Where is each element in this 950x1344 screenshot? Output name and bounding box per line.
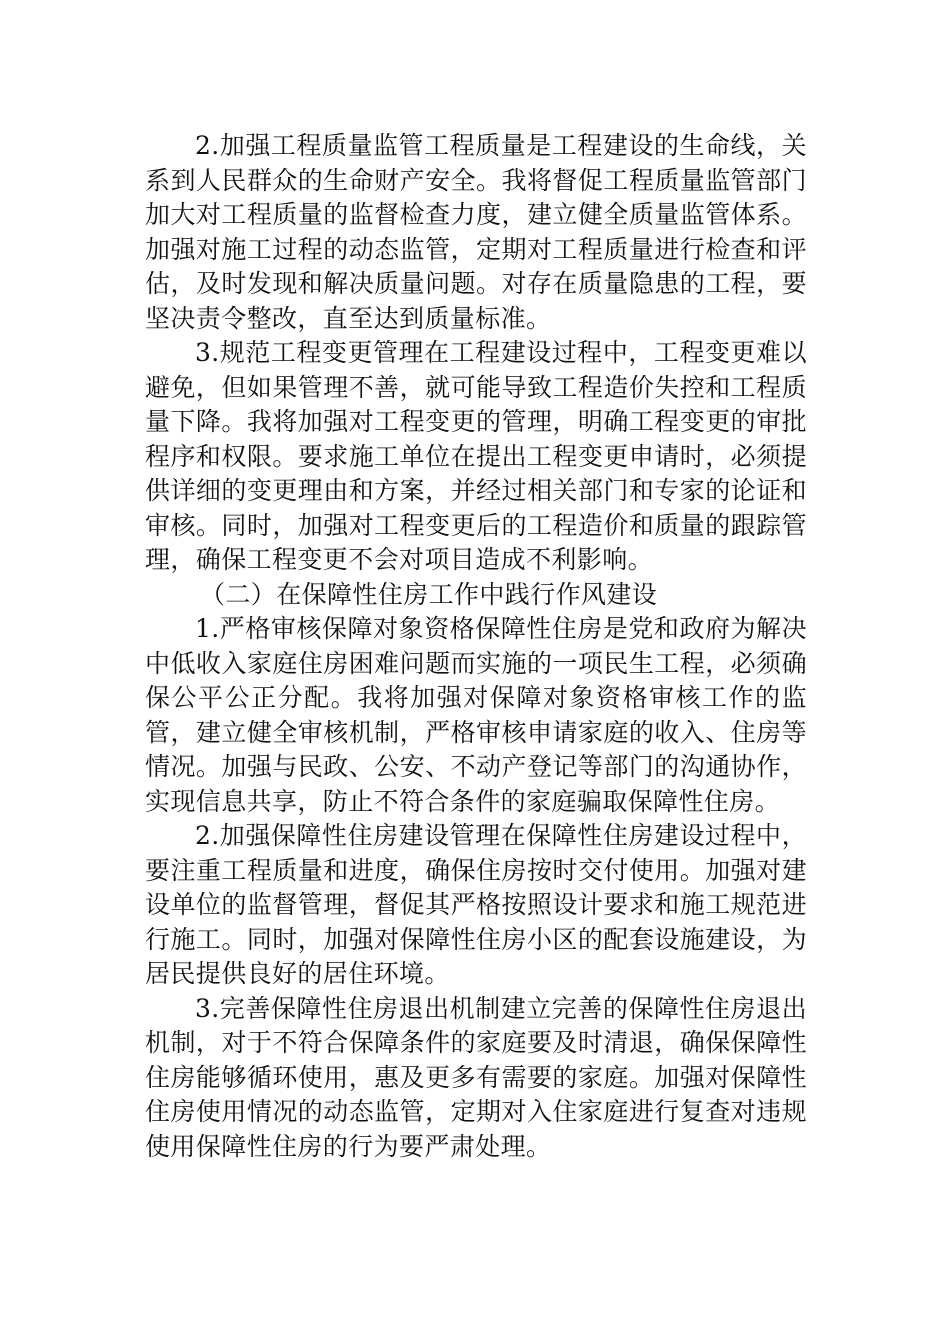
section-heading-affordable-housing: （二）在保障性住房工作中践行作风建设: [200, 579, 658, 609]
paragraph-eligibility-review: 1.严格审核保障对象资格保障性住房是党和政府为解决中低收入家庭住房困难问题而实施的一项民生工程，必须确保公平公正分配。我将加强对保障对象资格审核工作的监管，建立健全审核机制，严格审核申请家庭的收入、住房等情况。加强与民政、公安、不动产登记等部门的沟通协作，实现信息共享，防止不符合条件的家庭骗取保障性住房。: [145, 614, 807, 816]
paragraph-housing-exit-mechanism: 3.完善保障性住房退出机制建立完善的保障性住房退出机制，对于不符合保障条件的家庭要及时清退，确保保障性住房能够循环使用，惠及更多有需要的家庭。加强对保障性住房使用情况的动态监管，定期对入住家庭进行复查对违规使用保障性住房的行为要严肃处理。: [145, 993, 807, 1161]
paragraph-engineering-change: 3.规范工程变更管理在工程建设过程中，工程变更难以避免，但如果管理不善，就可能导致工程造价失控和工程质量下降。我将加强对工程变更的管理，明确工程变更的审批程序和权限。要求施工单位在提出工程变更申请时，必须提供详细的变更理由和方案，并经过相关部门和专家的论证和审核。同时，加强对工程变更后的工程造价和质量的跟踪管理，确保工程变更不会对项目造成不利影响。: [145, 338, 807, 574]
paragraph-engineering-quality: 2.加强工程质量监管工程质量是工程建设的生命线，关系到人民群众的生命财产安全。我将督促工程质量监管部门加大对工程质量的监督检查力度，建立健全质量监管体系。加强对施工过程的动态监管，定期对工程质量进行检查和评估，及时发现和解决质量问题。对存在质量隐患的工程，要坚决责令整改，直至达到质量标准。: [145, 131, 807, 333]
paragraph-housing-construction: 2.加强保障性住房建设管理在保障性住房建设过程中，要注重工程质量和进度，确保住房按时交付使用。加强对建设单位的监督管理，督促其严格按照设计要求和施工规范进行施工。同时，加强对保障性住房小区的配套设施建设，为居民提供良好的居住环境。: [145, 821, 807, 988]
document-body: [145, 129, 807, 1164]
